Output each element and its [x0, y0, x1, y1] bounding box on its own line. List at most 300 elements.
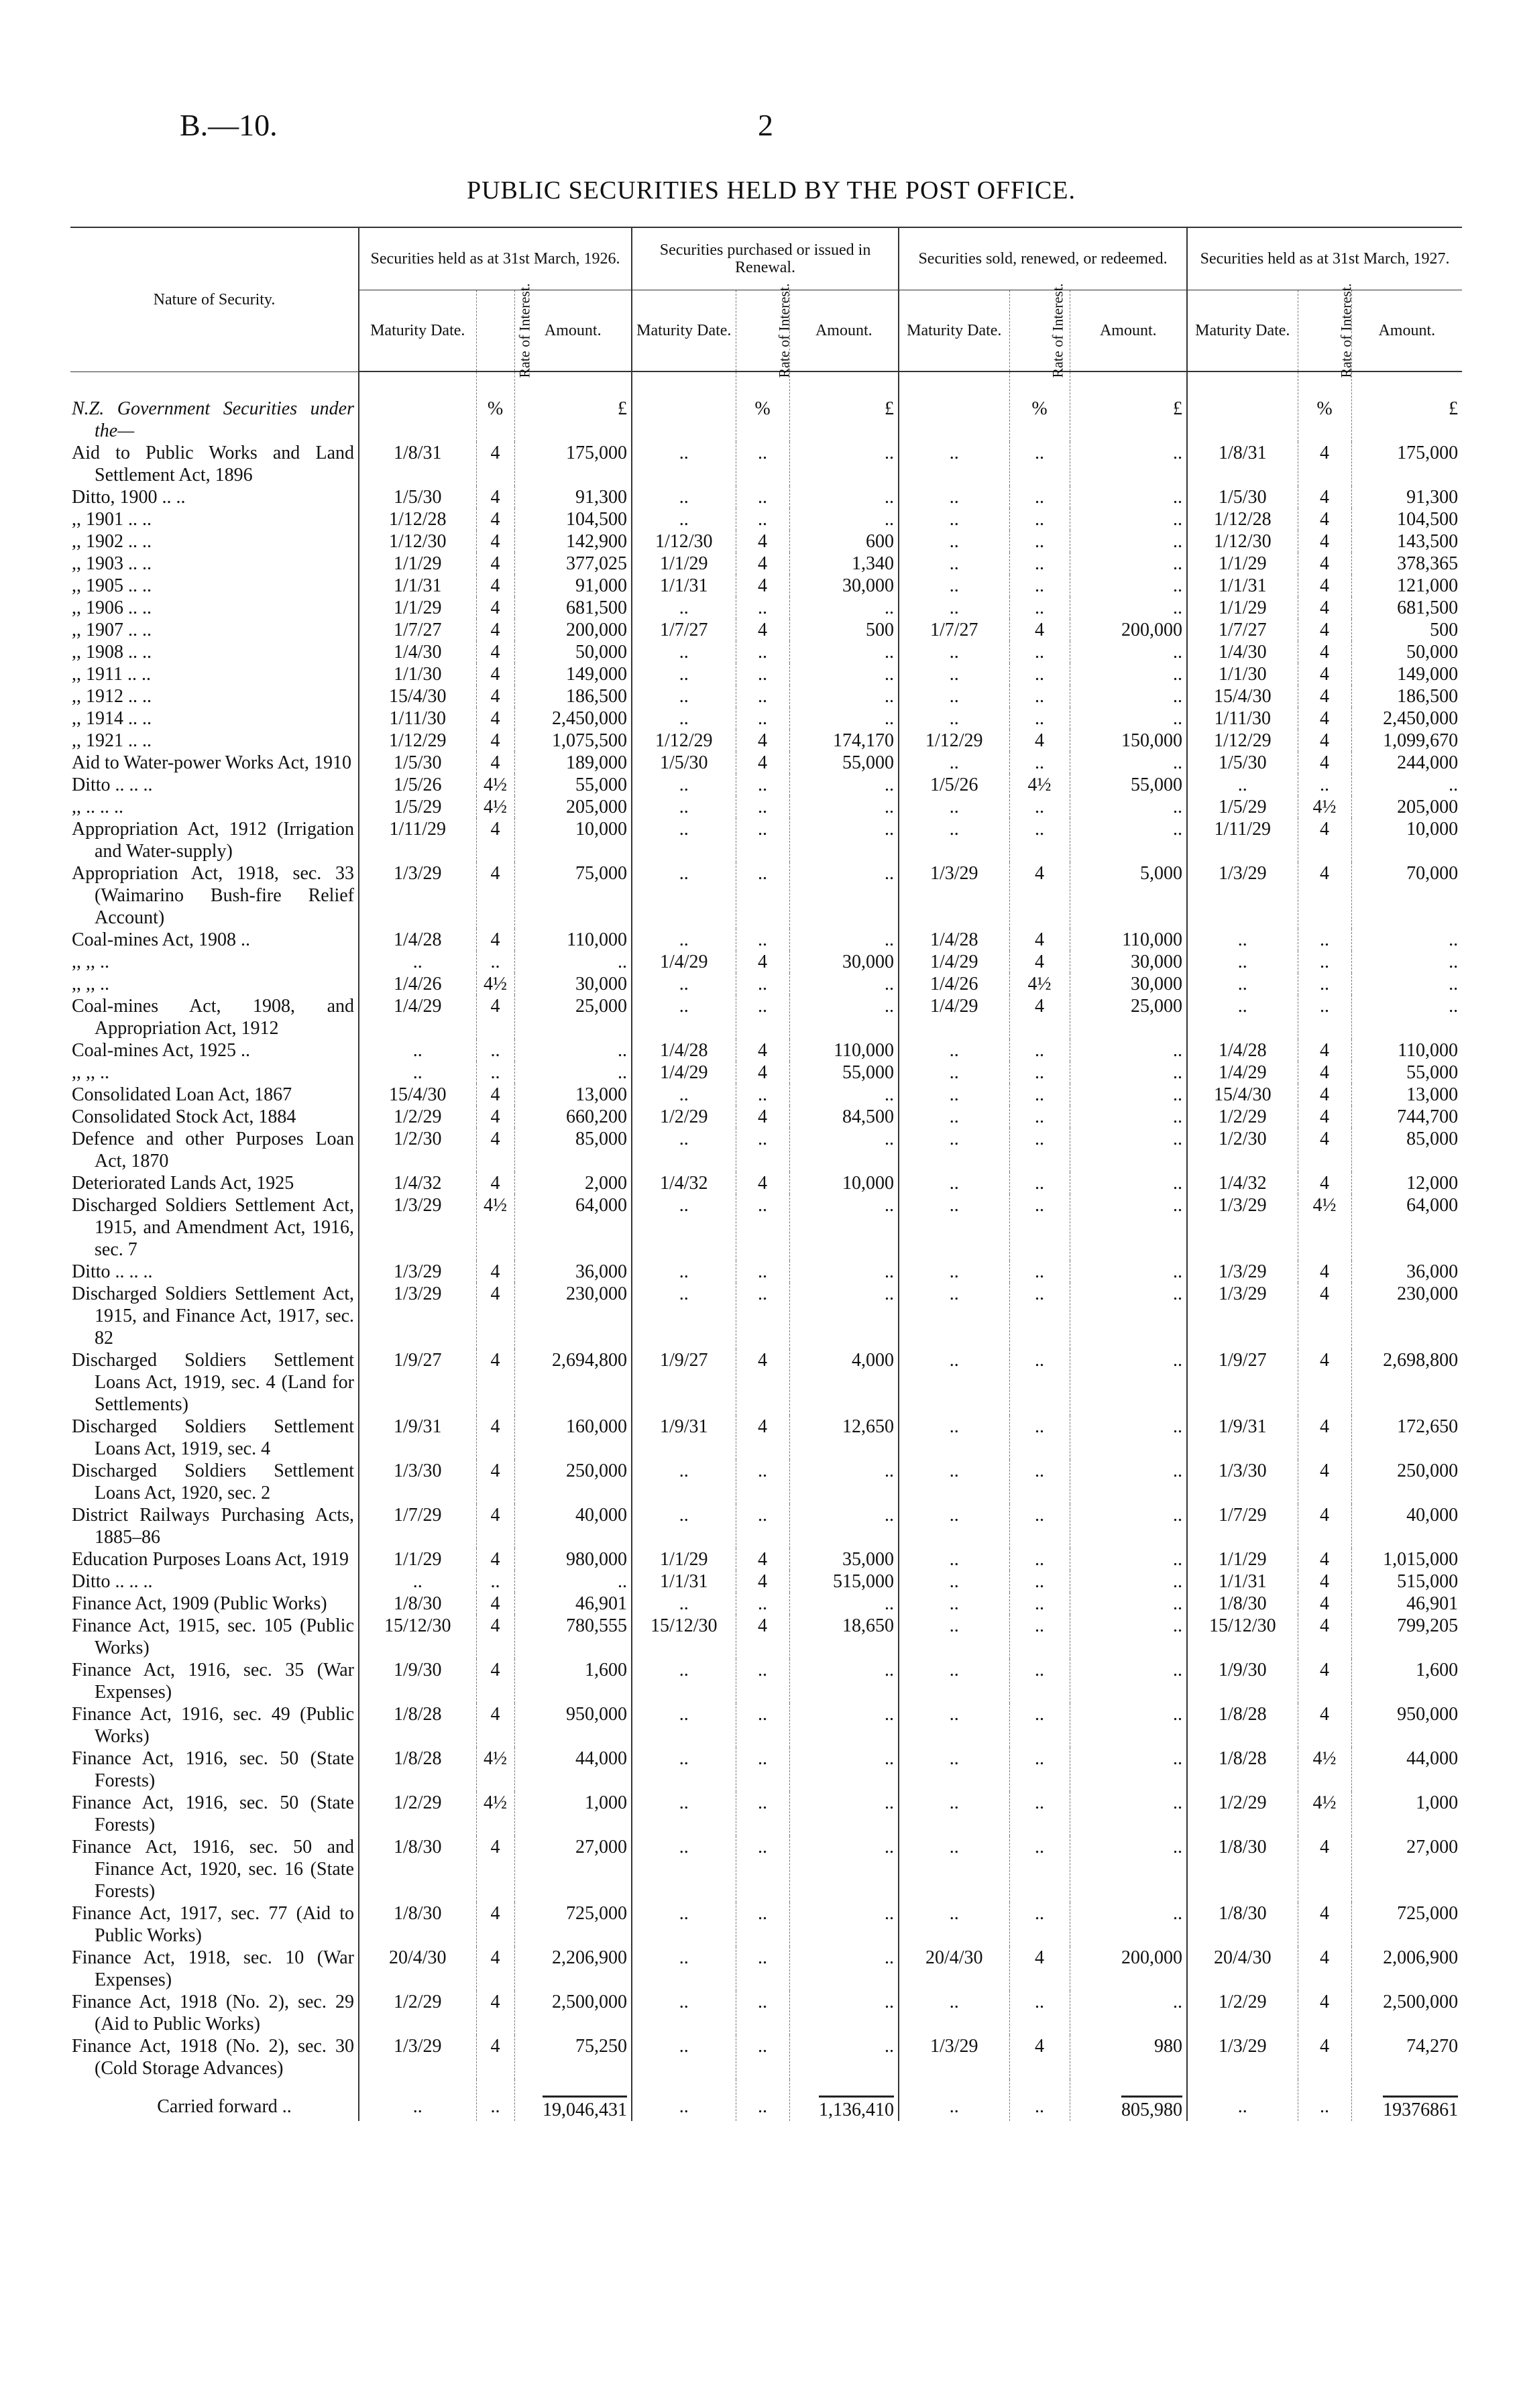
- cell-amount-1926: [514, 1703, 632, 1747]
- cell-rate-1926: [476, 442, 514, 486]
- cell-value: ..: [758, 707, 768, 729]
- cell-rate-sold: [1009, 1570, 1070, 1593]
- cell-amount-1926: [514, 862, 632, 929]
- cell-rate-1926: [476, 1039, 514, 1062]
- table-row: [70, 730, 1462, 752]
- cell-value: ..: [885, 973, 895, 994]
- cell-maturity-sold: [899, 530, 1009, 553]
- cell-amount-purchased: [789, 752, 899, 774]
- cell-rate-sold: [1009, 1659, 1070, 1703]
- cell-maturity-purchased: [632, 818, 736, 862]
- cell-rate-sold: [1009, 862, 1070, 929]
- cell-value: ..: [1035, 1416, 1045, 1437]
- cell-amount-sold: [1070, 1593, 1187, 1615]
- cell-value: 230,000: [566, 1283, 628, 1304]
- cell-value: 1/8/31: [1219, 442, 1267, 463]
- cell-value: ..: [949, 1615, 959, 1636]
- cell-amount-1926: [514, 619, 632, 641]
- cell-amount-sold: [1070, 1261, 1187, 1283]
- cell-maturity-1927: [1187, 929, 1298, 951]
- cell-value: ..: [679, 1747, 689, 1769]
- cell-value: %: [487, 398, 504, 419]
- cell-rate-1926: [476, 575, 514, 597]
- cell-amount-purchased: [789, 685, 899, 707]
- cell-amount-purchased: [789, 2079, 899, 2121]
- cell-rate-sold: [1009, 1283, 1070, 1349]
- cell-rate-sold: [1009, 1062, 1070, 1084]
- cell-value: 85,000: [575, 1128, 628, 1149]
- cell-value: 4: [1320, 862, 1330, 884]
- cell-value: 4: [758, 1615, 768, 1636]
- cell-value: ..: [758, 1902, 768, 1924]
- cell-rate-sold: [1009, 641, 1070, 663]
- cell-maturity-purchased: [632, 1062, 736, 1084]
- cell-rate-sold: [1009, 1947, 1070, 1991]
- cell-value: 75,000: [575, 862, 628, 884]
- cell-value: ..: [885, 796, 895, 817]
- cell-amount-1927: [1351, 1062, 1462, 1084]
- cell-maturity-purchased: [632, 1548, 736, 1570]
- cell-value: ..: [885, 1084, 895, 1105]
- cell-value: 1/4/28: [393, 929, 442, 950]
- cell-value: ..: [949, 1194, 959, 1216]
- cell-value: ..: [885, 442, 895, 463]
- cell-maturity-1927: [1187, 1416, 1298, 1460]
- cell-amount-sold: [1070, 1062, 1187, 1084]
- cell-value: 1/8/30: [1219, 1902, 1267, 1924]
- cell-value: 46,901: [1406, 1593, 1459, 1614]
- security-name: Finance Act, 1918 (No. 2), sec. 29 (Aid to Public Works): [72, 1991, 354, 2034]
- cell-amount-sold: [1070, 1703, 1187, 1747]
- cell-rate-sold: [1009, 371, 1070, 442]
- cell-rate-1927: [1298, 1283, 1351, 1349]
- cell-value: 1,340: [852, 553, 895, 574]
- cell-value: 4: [758, 1570, 768, 1592]
- cell-value: 19376861: [1383, 2096, 1458, 2121]
- cell-rate-1926: [476, 1106, 514, 1128]
- table-row: [70, 796, 1462, 818]
- table-row: [70, 1570, 1462, 1593]
- cell-value: ..: [1173, 1659, 1183, 1680]
- cell-maturity-1927: [1187, 1703, 1298, 1747]
- cell-amount-purchased: [789, 1172, 899, 1194]
- cell-value: ..: [758, 1084, 768, 1105]
- cell-maturity-purchased: [632, 752, 736, 774]
- cell-value: 40,000: [1406, 1504, 1459, 1526]
- cell-value: ..: [1320, 774, 1330, 795]
- cell-value: ..: [1237, 973, 1247, 994]
- cell-value: 84,500: [842, 1106, 895, 1127]
- security-name: Finance Act, 1915, sec. 105 (Public Works): [72, 1615, 354, 1658]
- cell-value: ..: [1449, 951, 1459, 972]
- cell-maturity-purchased: [632, 2079, 736, 2121]
- cell-maturity-1926: [359, 1659, 476, 1703]
- cell-value: 4: [758, 1106, 768, 1127]
- cell-rate-sold: [1009, 774, 1070, 796]
- cell-value: ..: [679, 995, 689, 1017]
- cell-rate-1927: [1298, 486, 1351, 508]
- cell-maturity-1927: [1187, 995, 1298, 1039]
- column-header-amount-label: Amount.: [1378, 322, 1436, 339]
- cell-amount-purchased: [789, 530, 899, 553]
- cell-rate-1927: [1298, 1349, 1351, 1416]
- cell-maturity-1926: [359, 575, 476, 597]
- cell-value: 4: [1320, 1062, 1330, 1083]
- table-row: [70, 442, 1462, 486]
- cell-maturity-sold: [899, 1460, 1009, 1504]
- cell-maturity-1926: [359, 1084, 476, 1106]
- cell-value: 1/3/29: [930, 862, 978, 884]
- cell-rate-purchased: [736, 995, 789, 1039]
- cell-value: ..: [490, 1570, 500, 1592]
- cell-value: ..: [1035, 1836, 1045, 1857]
- cell-amount-purchased: [789, 575, 899, 597]
- cell-maturity-sold: [899, 1416, 1009, 1460]
- cell-amount-sold: [1070, 929, 1187, 951]
- cell-maturity-1927: [1187, 1747, 1298, 1792]
- cell-value: 1,075,500: [552, 730, 628, 751]
- cell-value: 13,000: [1406, 1084, 1459, 1105]
- cell-value: ..: [1035, 707, 1045, 729]
- cell-value: 1/3/29: [1219, 2035, 1267, 2057]
- cell-amount-1927: [1351, 1349, 1462, 1416]
- cell-maturity-1927: [1187, 1792, 1298, 1836]
- cell-rate-1927: [1298, 442, 1351, 486]
- cell-amount-1926: [514, 707, 632, 730]
- cell-maturity-1927: [1187, 951, 1298, 973]
- cell-amount-1926: [514, 774, 632, 796]
- cell-value: 1/3/30: [393, 1460, 442, 1481]
- cell-rate-sold: [1009, 752, 1070, 774]
- cell-rate-1927: [1298, 2079, 1351, 2121]
- group-header-purchased: Securities purchased or issued in Renewal.: [632, 227, 899, 290]
- cell-amount-1926: [514, 1593, 632, 1615]
- cell-value: 4: [1320, 486, 1330, 508]
- cell-rate-sold: [1009, 442, 1070, 486]
- cell-amount-1926: [514, 1062, 632, 1084]
- cell-value: 4: [490, 995, 500, 1017]
- cell-maturity-sold: [899, 1991, 1009, 2035]
- cell-rate-purchased: [736, 929, 789, 951]
- cell-value: ..: [949, 752, 959, 773]
- cell-maturity-purchased: [632, 774, 736, 796]
- cell-value: 4: [490, 1548, 500, 1570]
- cell-value: ..: [1035, 1106, 1045, 1127]
- cell-value: 1/8/28: [1219, 1747, 1267, 1769]
- cell-amount-purchased: [789, 995, 899, 1039]
- security-name: Ditto .. .. ..: [72, 1261, 153, 1282]
- column-header-rate-of-interest-label: Rate of Interest.: [1337, 283, 1355, 378]
- cell-value: 85,000: [1406, 1128, 1459, 1149]
- cell-value: 20/4/30: [1214, 1947, 1272, 1968]
- cell-maturity-1926: [359, 553, 476, 575]
- cell-maturity-sold: [899, 1902, 1009, 1947]
- cell-value: ..: [679, 1792, 689, 1813]
- cell-rate-1927: [1298, 752, 1351, 774]
- cell-value: 1/7/29: [1219, 1504, 1267, 1526]
- table-row: [70, 597, 1462, 619]
- cell-value: ..: [949, 1416, 959, 1437]
- cell-value: 4: [1320, 619, 1330, 640]
- table-row: [70, 508, 1462, 530]
- cell-value: ..: [679, 796, 689, 817]
- cell-amount-sold: [1070, 818, 1187, 862]
- cell-amount-purchased: [789, 619, 899, 641]
- cell-value: 1/12/28: [388, 508, 447, 530]
- cell-value: 4: [490, 486, 500, 508]
- cell-value: 1/8/30: [1219, 1836, 1267, 1857]
- cell-rate-1927: [1298, 1039, 1351, 1062]
- cell-value: ..: [758, 818, 768, 840]
- cell-maturity-purchased: [632, 730, 736, 752]
- cell-value: 4: [490, 575, 500, 596]
- cell-maturity-sold: [899, 752, 1009, 774]
- cell-rate-purchased: [736, 1062, 789, 1084]
- column-header-amount: [1070, 290, 1187, 372]
- cell-value: 725,000: [566, 1902, 628, 1924]
- cell-maturity-1927: [1187, 752, 1298, 774]
- cell-value: 4: [1320, 1593, 1330, 1614]
- cell-rate-1926: [476, 752, 514, 774]
- cell-maturity-1926: [359, 1836, 476, 1902]
- cell-amount-purchased: [789, 818, 899, 862]
- cell-amount-sold: [1070, 641, 1187, 663]
- cell-value: ..: [758, 2096, 768, 2117]
- cell-value: 1/9/27: [660, 1349, 708, 1371]
- cell-rate-purchased: [736, 1106, 789, 1128]
- cell-value: 600: [866, 530, 895, 552]
- cell-value: ..: [1035, 663, 1045, 685]
- cell-amount-sold: [1070, 575, 1187, 597]
- cell-value: 15/12/30: [384, 1615, 451, 1636]
- column-header-amount: [789, 290, 899, 372]
- cell-value: 515,000: [1397, 1570, 1459, 1592]
- security-name: Finance Act, 1916, sec. 35 (War Expenses): [72, 1659, 354, 1703]
- cell-amount-1926: [514, 929, 632, 951]
- cell-maturity-purchased: [632, 442, 736, 486]
- cell-rate-1927: [1298, 730, 1351, 752]
- cell-value: 4: [1320, 2035, 1330, 2057]
- cell-rate-1926: [476, 1703, 514, 1747]
- cell-value: ..: [1320, 951, 1330, 972]
- cell-maturity-sold: [899, 1947, 1009, 1991]
- cell-value: 30,000: [1131, 951, 1183, 972]
- cell-value: 4: [490, 818, 500, 840]
- cell-maturity-purchased: [632, 1991, 736, 2035]
- cell-rate-1927: [1298, 796, 1351, 818]
- cell-value: 4: [490, 752, 500, 773]
- security-name: ,, 1902 .. ..: [72, 530, 152, 552]
- table-row: [70, 1460, 1462, 1504]
- cell-amount-purchased: [789, 862, 899, 929]
- cell-maturity-1927: [1187, 508, 1298, 530]
- table-row: [70, 862, 1462, 929]
- cell-rate-1926: [476, 1261, 514, 1283]
- cell-value: 4: [490, 597, 500, 618]
- cell-amount-sold: [1070, 796, 1187, 818]
- cell-maturity-sold: [899, 2035, 1009, 2079]
- cell-maturity-sold: [899, 730, 1009, 752]
- cell-amount-1926: [514, 1615, 632, 1659]
- cell-value: ..: [758, 1593, 768, 1614]
- cell-value: 1/12/29: [388, 730, 447, 751]
- cell-value: 4: [490, 553, 500, 574]
- cell-value: ..: [1173, 1703, 1183, 1725]
- cell-rate-sold: [1009, 1991, 1070, 2035]
- cell-value: 4: [1320, 641, 1330, 663]
- cell-value: 4½: [484, 973, 507, 994]
- cell-amount-1927: [1351, 1084, 1462, 1106]
- cell-value: ..: [1173, 1416, 1183, 1437]
- cell-maturity-sold: [899, 1792, 1009, 1836]
- cell-value: 4: [490, 508, 500, 530]
- cell-value: ..: [1035, 1261, 1045, 1282]
- security-name: Discharged Soldiers Settlement Loans Act, 1919, sec. 4: [72, 1416, 354, 1459]
- cell-value: 4: [490, 1836, 500, 1857]
- cell-rate-1927: [1298, 818, 1351, 862]
- cell-rate-sold: [1009, 508, 1070, 530]
- cell-value: 40,000: [575, 1504, 628, 1526]
- cell-value: ..: [949, 1460, 959, 1481]
- cell-maturity-sold: [899, 685, 1009, 707]
- cell-value: 250,000: [566, 1460, 628, 1481]
- cell-rate-1926: [476, 1194, 514, 1261]
- cell-maturity-1927: [1187, 818, 1298, 862]
- cell-value: ..: [758, 1991, 768, 2012]
- cell-amount-1926: [514, 1194, 632, 1261]
- cell-maturity-1927: [1187, 1106, 1298, 1128]
- cell-value: 1/1/29: [660, 1548, 708, 1570]
- cell-value: 515,000: [833, 1570, 895, 1592]
- cell-value: 4: [758, 1062, 768, 1083]
- cell-maturity-sold: [899, 995, 1009, 1039]
- cell-value: ..: [679, 1991, 689, 2012]
- cell-value: £: [1173, 398, 1183, 419]
- cell-amount-sold: [1070, 442, 1187, 486]
- cell-maturity-sold: [899, 575, 1009, 597]
- cell-value: 1/2/29: [393, 1991, 442, 2012]
- cell-value: 1/3/30: [1219, 1460, 1267, 1481]
- cell-amount-1926: [514, 1039, 632, 1062]
- cell-amount-1927: [1351, 1460, 1462, 1504]
- cell-value: ..: [1173, 1106, 1183, 1127]
- cell-amount-sold: [1070, 1106, 1187, 1128]
- cell-value: 4: [1320, 1548, 1330, 1570]
- cell-value: ..: [1173, 1902, 1183, 1924]
- cell-value: ..: [1173, 486, 1183, 508]
- cell-maturity-sold: [899, 1062, 1009, 1084]
- cell-rate-sold: [1009, 818, 1070, 862]
- cell-value: 25,000: [575, 995, 628, 1017]
- cell-rate-purchased: [736, 1991, 789, 2035]
- cell-amount-sold: [1070, 1460, 1187, 1504]
- cell-rate-purchased: [736, 1659, 789, 1703]
- cell-rate-1926: [476, 619, 514, 641]
- cell-amount-1926: [514, 641, 632, 663]
- cell-value: ..: [1449, 995, 1459, 1017]
- cell-rate-1927: [1298, 951, 1351, 973]
- cell-value: 1/4/29: [393, 995, 442, 1017]
- column-header-nature: Nature of Security.: [70, 227, 359, 371]
- cell-value: ..: [885, 1991, 895, 2012]
- cell-value: ..: [758, 1460, 768, 1481]
- cell-value: 1/1/29: [1219, 553, 1267, 574]
- cell-value: 4: [1320, 553, 1330, 574]
- cell-maturity-sold: [899, 1283, 1009, 1349]
- cell-rate-purchased: [736, 1593, 789, 1615]
- cell-value: 1/4/29: [930, 995, 978, 1017]
- cell-value: 1/1/29: [1219, 1548, 1267, 1570]
- cell-rate-sold: [1009, 1460, 1070, 1504]
- cell-amount-sold: [1070, 1836, 1187, 1902]
- cell-value: 1/5/30: [393, 486, 442, 508]
- cell-value: 55,000: [842, 752, 895, 773]
- cell-amount-1927: [1351, 973, 1462, 995]
- cell-amount-1926: [514, 1902, 632, 1947]
- cell-amount-1926: [514, 1747, 632, 1792]
- cell-value: ..: [1035, 486, 1045, 508]
- cell-amount-sold: [1070, 1991, 1187, 2035]
- cell-value: ..: [1173, 597, 1183, 618]
- security-name: Appropriation Act, 1918, sec. 33 (Waimarino Bush-fire Relief Account): [72, 862, 354, 928]
- cell-maturity-sold: [899, 1548, 1009, 1570]
- cell-amount-1927: [1351, 486, 1462, 508]
- cell-value: 4: [1320, 508, 1330, 530]
- cell-value: ..: [1035, 1128, 1045, 1149]
- table-row: [70, 818, 1462, 862]
- cell-value: ..: [949, 553, 959, 574]
- cell-maturity-1927: [1187, 1593, 1298, 1615]
- cell-amount-1927: [1351, 862, 1462, 929]
- cell-value: 55,000: [575, 774, 628, 795]
- cell-rate-1926: [476, 685, 514, 707]
- cell-value: 91,000: [575, 575, 628, 596]
- table-row: [70, 1039, 1462, 1062]
- cell-value: ..: [1035, 1593, 1045, 1614]
- cell-value: 64,000: [1406, 1194, 1459, 1216]
- cell-value: 4: [490, 641, 500, 663]
- cell-value: ..: [1173, 1062, 1183, 1083]
- cell-maturity-purchased: [632, 371, 736, 442]
- cell-value: ..: [758, 1836, 768, 1857]
- group-header-held-1926: Securities held as at 31st March, 1926.: [359, 227, 632, 290]
- cell-maturity-1926: [359, 1615, 476, 1659]
- cell-rate-1927: [1298, 1902, 1351, 1947]
- cell-value: ..: [1035, 1062, 1045, 1083]
- cell-rate-1927: [1298, 1548, 1351, 1570]
- cell-value: 1/2/29: [660, 1106, 708, 1127]
- cell-value: ..: [1173, 707, 1183, 729]
- cell-amount-1927: [1351, 1902, 1462, 1947]
- cell-value: 175,000: [566, 442, 628, 463]
- cell-rate-1926: [476, 707, 514, 730]
- cell-amount-sold: [1070, 597, 1187, 619]
- cell-maturity-sold: [899, 641, 1009, 663]
- security-name: Defence and other Purposes Loan Act, 1870: [72, 1128, 354, 1171]
- table-row: [70, 553, 1462, 575]
- cell-value: ..: [1035, 2096, 1045, 2117]
- cell-value: ..: [1449, 973, 1459, 994]
- cell-value: 1/3/29: [1219, 1283, 1267, 1304]
- cell-value: ..: [758, 774, 768, 795]
- cell-maturity-sold: [899, 973, 1009, 995]
- cell-value: ..: [949, 1349, 959, 1371]
- cell-amount-purchased: [789, 707, 899, 730]
- cell-value: 4½: [484, 1194, 507, 1216]
- cell-amount-1927: [1351, 1261, 1462, 1283]
- cell-value: 4: [758, 553, 768, 574]
- cell-value: 4: [490, 1947, 500, 1968]
